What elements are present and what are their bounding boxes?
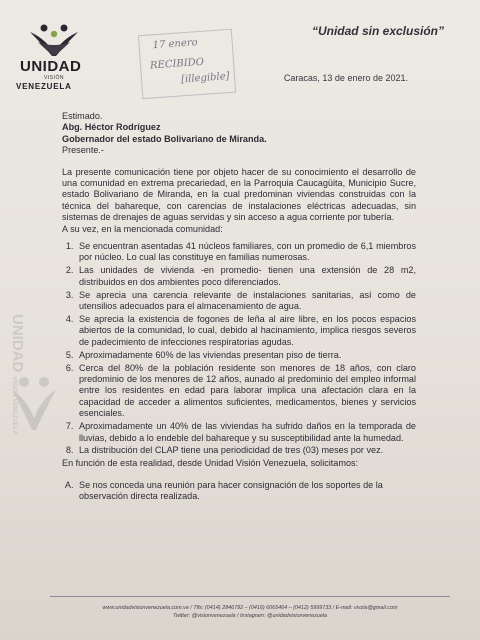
letter-date: Caracas, 13 de enero de 2021. bbox=[283, 73, 408, 83]
footer-contacts: www.unidadvisionvenezuela.com.ve / Tlfs: (0414) 2846792 – (0416) 6065464 – (0412) 5999733 / E-mail: vivzla@gmail.com bbox=[102, 605, 398, 611]
logo-country: VENEZUELA bbox=[16, 82, 72, 91]
stamp-line-2: RECIBIDO bbox=[149, 56, 205, 72]
logo-name: UNIDAD bbox=[20, 58, 82, 75]
stamp-line-1: 17 enero bbox=[152, 37, 198, 52]
list-item: 8. La distribución del CLAP tiene una periodicidad de tres (03) meses por vez. bbox=[76, 445, 416, 456]
intro-paragraph: La presente comunicación tiene por objeto hacer de su conocimiento el desarrollo de una comunidad en extrema precariedad, en la Parroquia Caucagüita, Municipio Sucre, estado Bolivariano de Miranda, en la cual predominan viviendas construidas con la técnica del bahareque, con carencias de instalaciones eléctricas adecuadas, sin sistemas de drenajes de aguas servidas y sin acceso a agua corriente por tubería. bbox=[62, 166, 416, 223]
stamp-border bbox=[138, 29, 236, 99]
stamp-line-3: [illegible] bbox=[180, 71, 230, 86]
watermark-text bbox=[9, 314, 26, 435]
addressee-title: Gobernador del estado Bolivariano de Miranda. bbox=[62, 133, 267, 144]
list-item: 7. Aproximadamente un 40% de las viviendas ha sufrido daños en la temporada de lluvias, debido a lo endeble del bahareque y su susceptibilidad ante la humedad. bbox=[76, 421, 416, 444]
list-item: 3. Se aprecia una carencia relevante de instalaciones sanitarias, así como de utensilios adecuados para el almacenamiento de agua. bbox=[76, 290, 416, 313]
list-item: 4. Se aprecia la existencia de fogones de leña al aire libre, en los pocos espacios abiertos de la comunidad, lo cual, debido al hacinamiento, implica riesgos severos de padecimiento de infecciones respiratorias agudas. bbox=[76, 314, 416, 348]
request-list bbox=[62, 480, 416, 503]
watermark bbox=[10, 262, 60, 442]
organization-logo bbox=[12, 22, 102, 92]
people-logo-icon bbox=[26, 22, 84, 58]
letter-body bbox=[62, 111, 416, 503]
list-item: 1. Se encuentran asentadas 41 núcleos familiares, con un promedio de 6,1 miembros por núcleo. Lo cual las constituye en familias numerosas. bbox=[76, 241, 416, 264]
list-item: 2. Las unidades de vivienda -en promedio- tienen una extensión de 28 m2, distribuidos en dos ambientes poco diferenciados. bbox=[76, 265, 416, 288]
watermark-sub: VISIÓN VENEZUELA bbox=[11, 376, 17, 435]
list-item: 5. Aproximadamente 60% de las viviendas presentan piso de tierra. bbox=[76, 350, 416, 361]
received-stamp bbox=[138, 29, 234, 97]
footer-divider bbox=[50, 596, 450, 597]
salutation-closing: Presente.- bbox=[62, 145, 104, 156]
list-item: A. Se nos conceda una reunión para hacer consignación de los soportes de la observación directa realizada. bbox=[76, 480, 416, 503]
request-intro: En función de esta realidad, desde Unidad Visión Venezuela, solicitamos: bbox=[62, 458, 359, 469]
addressee-name: Abg. Héctor Rodríguez bbox=[62, 122, 161, 133]
list-item: 6. Cerca del 80% de la población residente son menores de 18 años, con claro predominio de los menores de 12 años, aunado al predominio del empleo informal entre los residentes en edad para laborar implica una afectación clara en la capacidad de acceder a alimentos suficientes, medicamentos, bienes y servicios esenciales. bbox=[76, 363, 416, 420]
transition-line: A su vez, en la mencionada comunidad: bbox=[62, 223, 223, 234]
slogan: “Unidad sin exclusión” bbox=[311, 24, 444, 38]
findings-list bbox=[62, 241, 416, 457]
watermark-word: UNIDAD bbox=[9, 314, 26, 373]
greeting: Estimado. bbox=[62, 111, 103, 121]
addressee-block bbox=[62, 111, 416, 157]
footer-social: Twitter: @visionvenezuela / Instagram: @unidadvisionvenezuela bbox=[172, 613, 328, 619]
logo-vision: VISIÓN bbox=[44, 75, 64, 81]
